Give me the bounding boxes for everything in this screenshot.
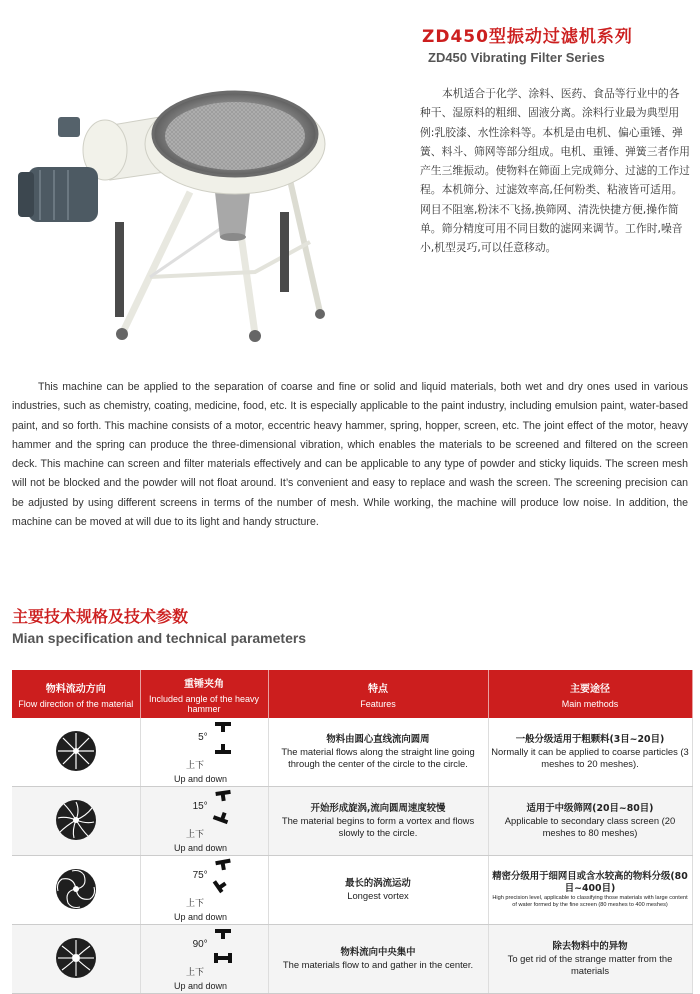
method-cell: 精密分级用于细网目或含水较高的物料分级(80目~400目) High precision level, applicable to classifying those materials with large content of water formed by the fine screen (80 meshes to 400 meshes) (488, 856, 692, 925)
hammer-angle-value: 5° (198, 732, 208, 743)
method-cell: 除去物料中的异物 To get rid of the strange matter from the materials (488, 925, 692, 994)
page-title-en: ZD450 Vibrating Filter Series (428, 50, 605, 65)
hammer-angle-cell (140, 718, 268, 787)
intro-text-cn: 本机适合于化学、涂料、医药、食品等行业中的各种干、湿原料的粗细、固液分离。涂料行业最为典型用例:乳胶漆、水性涂料等。本机是由电机、偏心重锤、弹簧、料斗、筛网等部分组成。电机、重锤、弹簧三者作用产生三维振动。使物料在筛面上完成筛分、过滤的工作过程。本机筛分、过滤效率高,任何粉类、粘液皆可适用。网目不阻塞,粉沫不飞扬,换筛网、清洗快捷方便,操作简单。筛分精度可用不同目数的滤网来调节。工作时,噪音小,机型灵巧,可以任意移动。 (420, 87, 690, 255)
flow-pattern-cell (12, 856, 140, 925)
flow-pattern-radial-icon (54, 729, 98, 773)
spec-title-cn: 主要技术规格及技术参数 (12, 607, 189, 626)
col-features: 特点 Features (268, 670, 488, 718)
up-down-label-cn: 上下 (186, 967, 205, 977)
feature-cell: 开始形成旋涡,流向圆周速度较慢 The material begins to form a vortex and flows slowly to the circle. (268, 787, 488, 856)
method-cell: 适用于中级筛网(20目~80目) Applicable to secondary class screen (20 meshes to 80 meshes) (488, 787, 692, 856)
col-flow-direction: 物料流动方向 Flow direction of the material (12, 670, 140, 718)
up-down-label-cn: 上下 (186, 760, 205, 770)
hammer-position-icon (210, 787, 236, 827)
table-row (12, 856, 692, 925)
up-down-label-en: Up and down (174, 774, 228, 784)
page-title-cn: ZD450型振动过滤机系列 (422, 27, 633, 47)
hammer-angle-value: 15° (192, 801, 208, 812)
spec-table (12, 670, 693, 994)
feature-cell: 最长的涡流运动 Longest vortex (268, 856, 488, 925)
up-down-label-cn: 上下 (186, 829, 205, 839)
hammer-position-icon (210, 925, 236, 965)
table-row (12, 787, 692, 856)
flow-pattern-center-icon (54, 936, 98, 980)
table-row (12, 925, 692, 994)
col-main-methods: 主要途径 Main methods (488, 670, 692, 718)
flow-pattern-cell (12, 925, 140, 994)
up-down-label-en: Up and down (174, 981, 228, 991)
hammer-angle-value: 90° (192, 939, 208, 950)
hammer-position-icon (210, 718, 236, 758)
flow-pattern-spiral-icon (54, 798, 98, 842)
method-cell: 一般分级适用于粗颗料(3目~20目) Normally it can be applied to coarse particles (3 meshes to 20 meshes). (488, 718, 692, 787)
hammer-position-icon (210, 856, 236, 896)
up-down-label-en: Up and down (174, 912, 228, 922)
col-hammer-angle: 重锤夹角 Included angle of the heavy hammer (140, 670, 268, 718)
up-down-label-cn: 上下 (186, 898, 205, 908)
hammer-angle-cell (140, 925, 268, 994)
spec-title-en: Mian specification and technical parameters (12, 630, 307, 646)
spec-table-header (12, 670, 692, 718)
hammer-angle-cell (140, 856, 268, 925)
flow-pattern-cell (12, 718, 140, 787)
hammer-angle-cell (140, 787, 268, 856)
feature-cell: 物料流向中央集中 The materials flow to and gather in the center. (268, 925, 488, 994)
up-down-label-en: Up and down (174, 843, 228, 853)
flow-pattern-vortex-icon (54, 867, 98, 911)
flow-pattern-cell (12, 787, 140, 856)
table-row (12, 718, 692, 787)
product-photo (10, 72, 330, 352)
feature-cell: 物料由圆心直线流向圆周 The material flows along the straight line going through the center of the circle to the circle. (268, 718, 488, 787)
hammer-angle-value: 75° (192, 870, 208, 881)
intro-text-en: This machine can be applied to the separation of coarse and fine or solid and liquid materials, both wet and dry ones used in various industries, such as chemistry, coating, medicine, food, etc. It is especially applicable to the paint industry, including emulsion paint, water-based paint, and so forth. This machine consists of a motor, eccentric heavy hammer, spring, hopper, screen, etc. The joint effect of the motor, heavy hammer and the spring can produce the three-dimensional vibration, which enables the materials to be screened and filtered on the screen deck. This machine can screen and filter materials effectively and can be applicable to any type of powder and sticky liquids. The screen mesh will not be blocked and the powder will not float around. It’s convenient and easy to replace and wash the screen. The screening precision can be adjusted by using different screens in terms of the number of mesh. While working, the machine will produce low noise. In addition, the machine can be moved at will due to its light and handy structure. (12, 381, 688, 529)
